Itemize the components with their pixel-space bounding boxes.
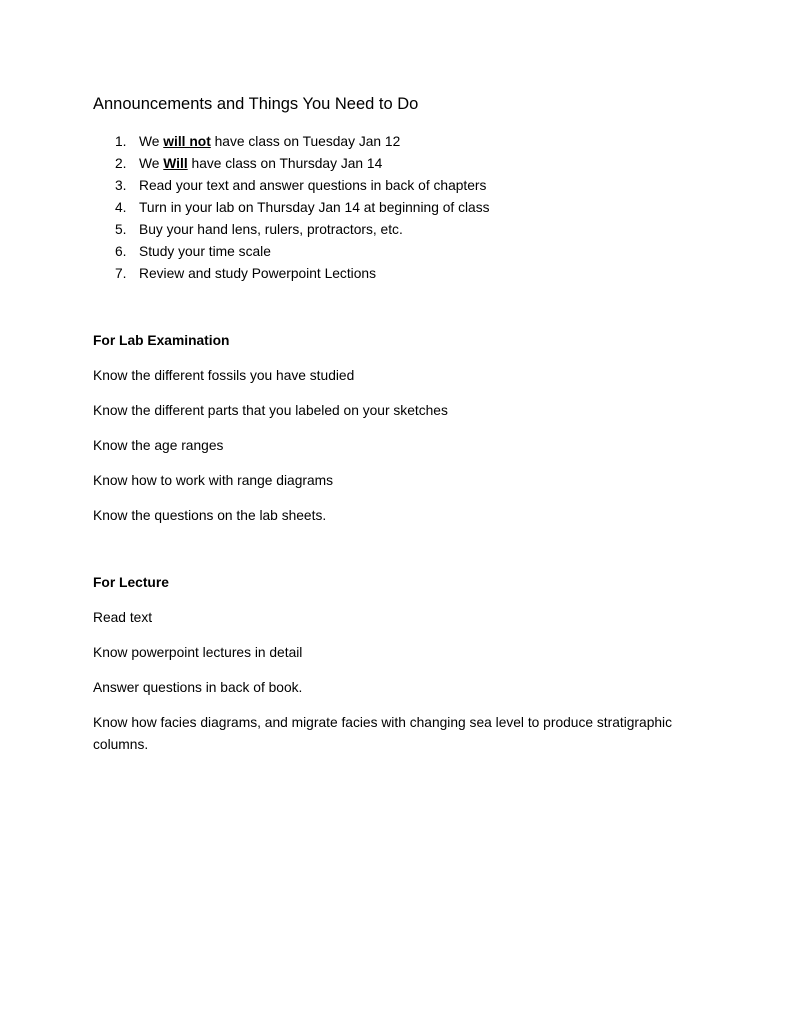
todo-text: Buy your hand lens, rulers, protractors, etc. (139, 222, 403, 237)
todo-text: have class on Thursday Jan 14 (187, 156, 383, 171)
list-number: 2. (115, 156, 127, 171)
lecture-item: Answer questions in back of book. (93, 680, 303, 695)
todo-item-3 (93, 175, 713, 197)
todo-text: We (139, 134, 164, 149)
lecture-item: Know how facies diagrams, and migrate facies with changing sea level to produce stratigraphic columns. (93, 715, 673, 752)
lab-exam-item: Know the age ranges (93, 438, 224, 453)
todo-item-6 (93, 241, 713, 263)
todo-text: Study your time scale (139, 244, 271, 259)
todo-text: have class on Tuesday Jan 12 (210, 134, 401, 149)
document-title: Announcements and Things You Need to Do (93, 95, 419, 113)
lab-exam-item: Know how to work with range diagrams (93, 473, 334, 488)
todo-item-4 (93, 197, 713, 219)
todo-emphasis: will not (163, 134, 211, 149)
todo-list (93, 131, 713, 285)
todo-text: We (139, 156, 164, 171)
todo-text: Turn in your lab on Thursday Jan 14 at beginning of class (139, 200, 490, 215)
document-content (93, 93, 713, 752)
lecture-item: Know powerpoint lectures in detail (93, 645, 303, 660)
todo-text: Review and study Powerpoint Lections (139, 266, 376, 281)
todo-item-2 (93, 153, 713, 175)
todo-item-7 (93, 263, 713, 285)
list-number: 3. (115, 178, 127, 193)
lab-exam-section (93, 330, 713, 527)
todo-item-1 (93, 131, 713, 153)
lab-exam-item: Know the different fossils you have studied (93, 368, 355, 383)
lecture-item: Read text (93, 610, 153, 625)
lab-exam-heading: For Lab Examination (93, 333, 230, 348)
list-number: 6. (115, 244, 127, 259)
lab-exam-item: Know the different parts that you labeled on your sketches (93, 403, 448, 418)
lecture-section (93, 572, 713, 756)
list-number: 7. (115, 266, 127, 281)
list-number: 1. (115, 134, 127, 149)
lecture-heading: For Lecture (93, 575, 169, 590)
list-number: 4. (115, 200, 127, 215)
todo-text: Read your text and answer questions in back of chapters (139, 178, 487, 193)
lab-exam-item: Know the questions on the lab sheets. (93, 508, 327, 523)
todo-emphasis: Will (163, 156, 188, 171)
list-number: 5. (115, 222, 127, 237)
todo-item-5 (93, 219, 713, 241)
